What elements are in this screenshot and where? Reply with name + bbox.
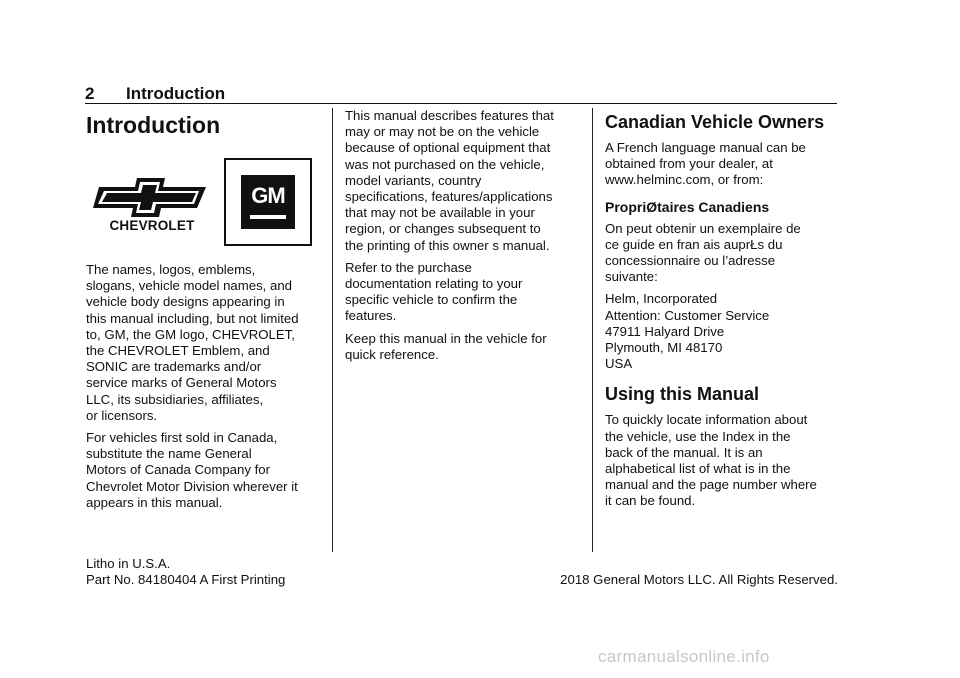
column-divider-2 (592, 108, 593, 552)
chevrolet-wordmark: CHEVROLET (109, 218, 195, 231)
helm-address: Helm, Incorporated Attention: Customer Service 47911 Halyard Drive Plymouth, MI 48170 USA (605, 291, 770, 372)
index-paragraph: To quickly locate information about the vehicle, use the Index in the back of the manual. It is an alphabetical list of what is in the manual and the page number where it can be found. (605, 412, 817, 509)
column-left (86, 108, 322, 511)
section-title: Introduction (126, 84, 226, 103)
proprietaires-heading: PropriØtaires Canadiens (605, 198, 770, 215)
french-manual-paragraph: A French language manual can be obtained from your dealer, at www.helminc.com, or from: (605, 140, 806, 188)
canada-paragraph: For vehicles first sold in Canada, substitute the name General Motors of Canada Company for Chevrolet Motor Division wherever it appears in this manual. (86, 430, 298, 510)
canadian-owners-heading: Canadian Vehicle Owners (605, 112, 825, 132)
litho-text: Litho in U.S.A. (86, 556, 171, 571)
copyright: 2018 General Motors LLC. All Rights Reserved. (549, 572, 838, 587)
purchase-paragraph: Refer to the purchase documentation relating to your specific vehicle to confirm the features. (345, 259, 523, 324)
french-paragraph: On peut obtenir un exemplaire de ce guide en fran ais auprŁs du concessionnaire ou l’adresse suivante: (605, 220, 801, 285)
part-number: Part No. 84180404 A First Printing (86, 572, 286, 588)
gm-logo-text: GM (251, 183, 285, 208)
keep-manual-paragraph: Keep this manual in the vehicle for quick reference. (345, 330, 547, 362)
using-manual-heading: Using this Manual (605, 384, 760, 405)
column-middle (345, 108, 577, 363)
gm-logo (224, 158, 312, 246)
page-header (85, 84, 837, 104)
introduction-heading: Introduction (86, 112, 221, 138)
trademark-paragraph: The names, logos, emblems, slogans, vehicle model names, and vehicle body designs appearing in this manual including, but not limited to, GM, the GM logo, CHEVROLET, the CHEVROLET Emblem, and SONIC are trademarks and/or service marks of General Motors LLC, its subsidiaries, affiliates, or licensors. (86, 262, 299, 423)
page-number: 2 (85, 84, 95, 103)
chevrolet-logo (93, 175, 211, 231)
column-divider-1 (332, 108, 333, 552)
brand-logos (86, 158, 322, 250)
footer-left (86, 556, 406, 588)
column-right (605, 108, 841, 510)
features-paragraph: This manual describes features that may or may not be on the vehicle because of optional equipment that was not purchased on the vehicle, model variants, country specifications, features/applications that may not be available in your region, or changes subsequent to the printing of this owner s manual. (345, 108, 554, 253)
watermark: carmanualsonline.info (598, 647, 770, 666)
